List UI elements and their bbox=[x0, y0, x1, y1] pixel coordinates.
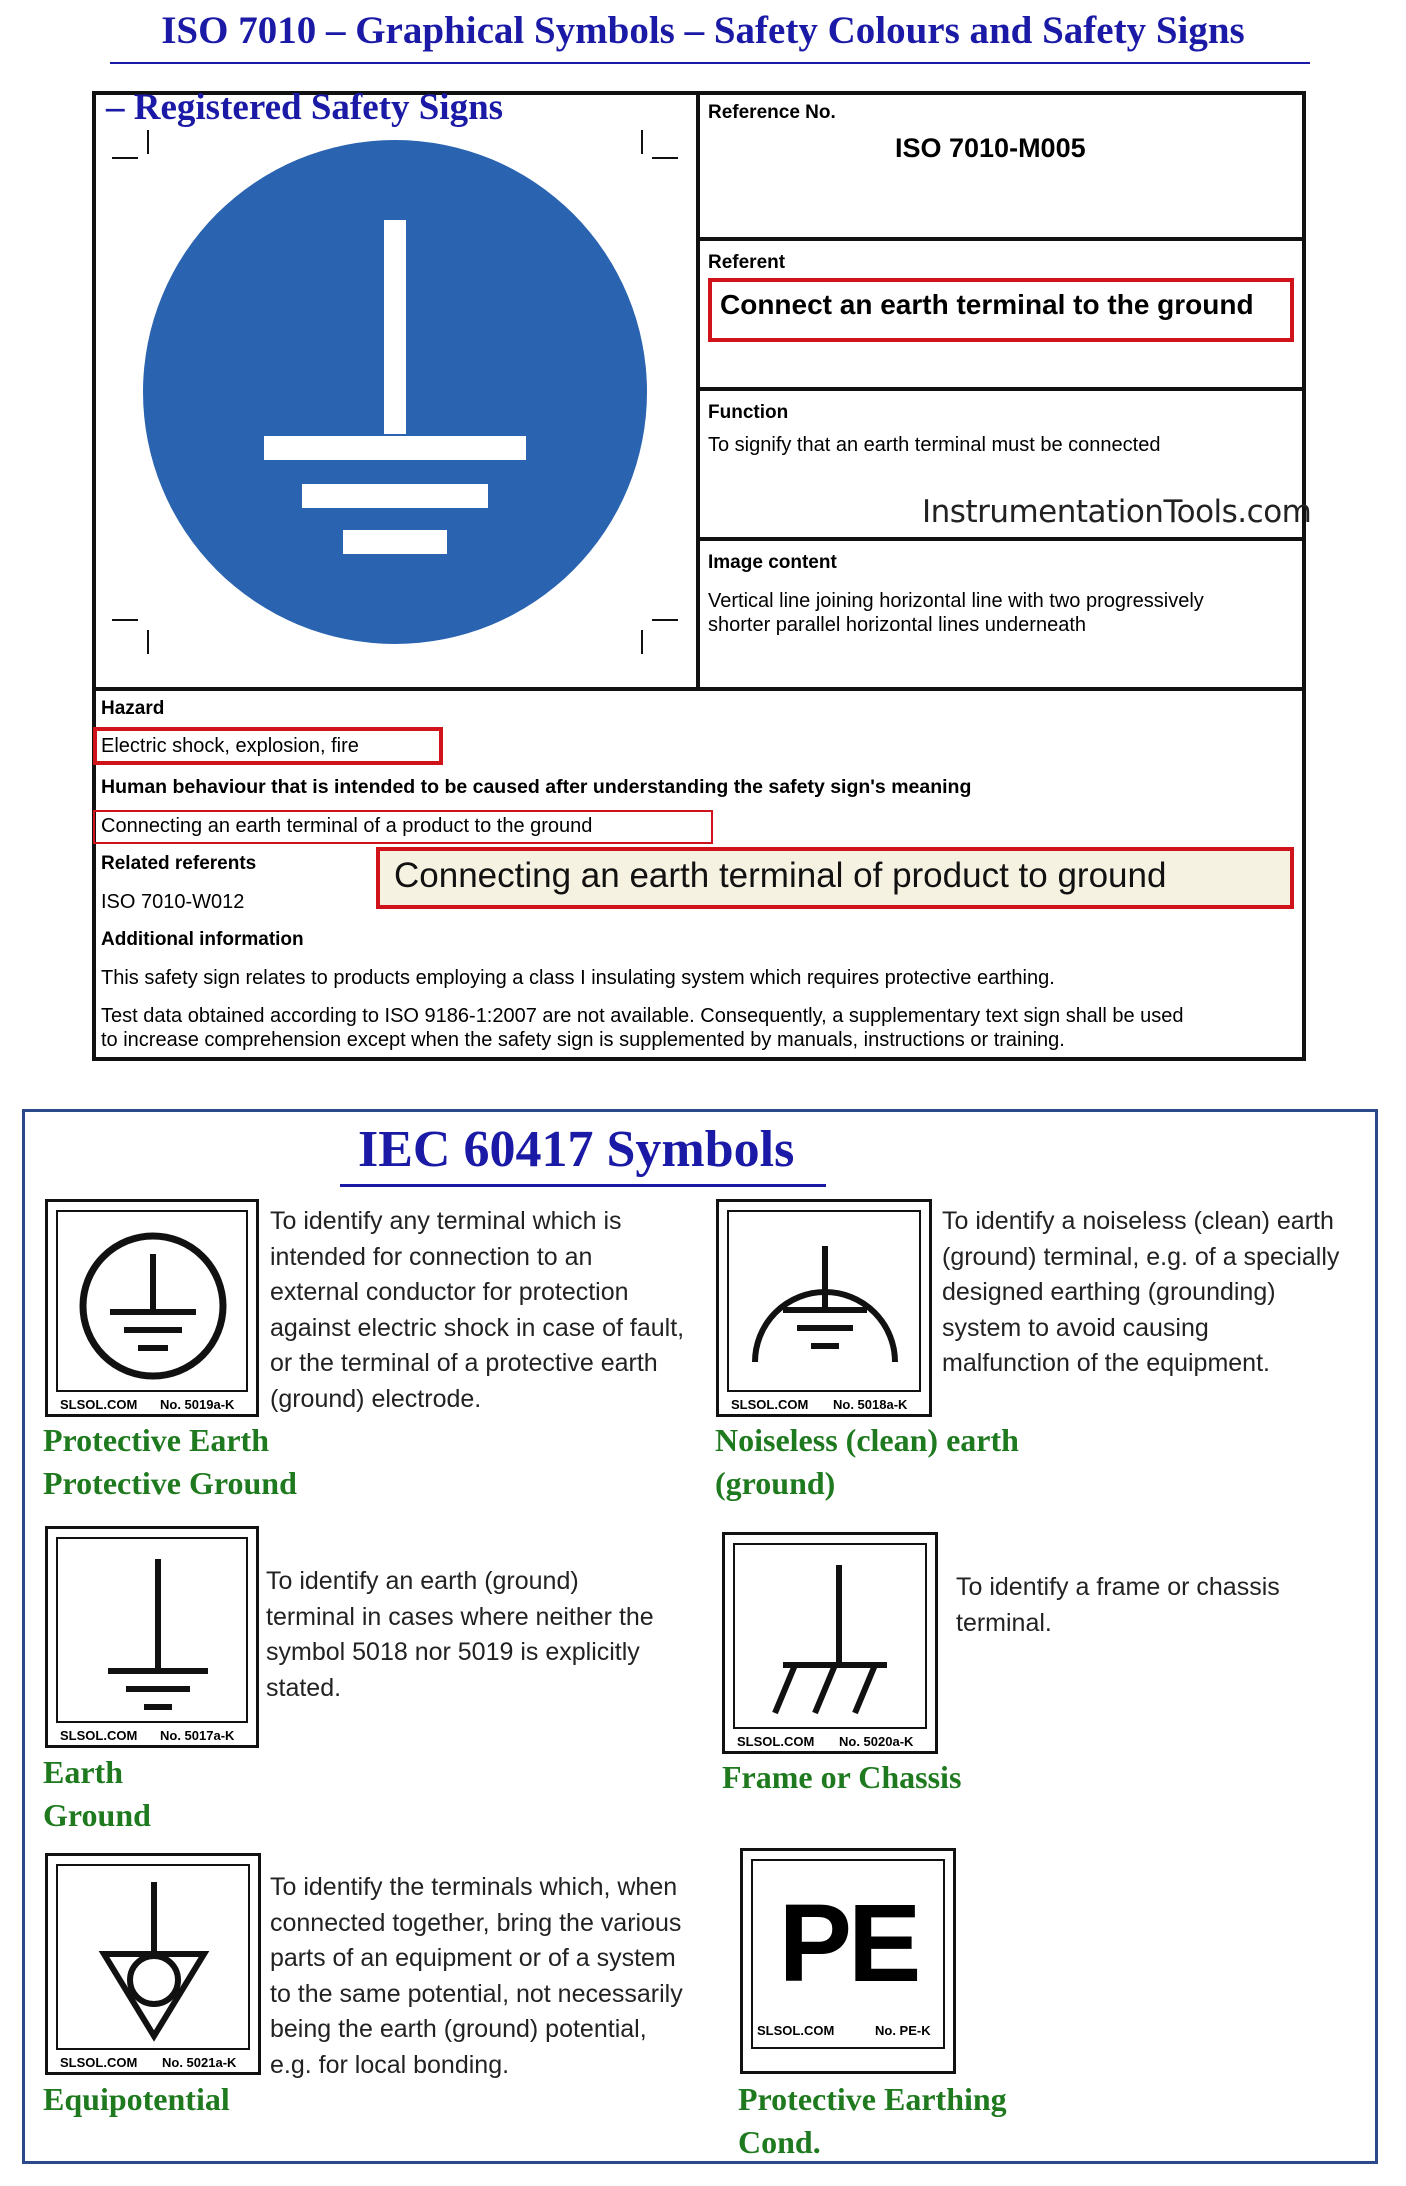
row-divider bbox=[696, 237, 1306, 241]
symbol-site: SLSOL.COM bbox=[60, 1397, 138, 1412]
symbol-name-5017: Earth Ground bbox=[43, 1754, 151, 1833]
symbol-card-5021 bbox=[45, 1853, 261, 2075]
iec-title: IEC 60417 Symbols bbox=[358, 1121, 795, 1178]
symbol-name-5021: Equipotential bbox=[43, 2081, 230, 2117]
symbol-site: SLSOL.COM bbox=[737, 1734, 815, 1749]
title-underline bbox=[110, 62, 1310, 64]
symbol-description-5020: To identify a frame or chassis terminal. bbox=[956, 1573, 1280, 1637]
referent-label: Referent bbox=[708, 252, 786, 273]
symbol-description-5019: To identify any terminal which is intended for connection to an external conductor for protection against electric shock in case of fault, or the terminal of a protective earth (ground) electrode. bbox=[270, 1207, 685, 1413]
related-label: Related referents bbox=[101, 853, 257, 874]
function-label: Function bbox=[708, 402, 789, 423]
function-value: To signify that an earth terminal must be connected bbox=[708, 434, 1161, 456]
frame-chassis-icon bbox=[735, 1545, 927, 1727]
row-divider bbox=[696, 387, 1306, 391]
symbol-number: No. PE-K bbox=[875, 2023, 931, 2038]
row-divider bbox=[696, 537, 1306, 541]
symbol-description-5018: To identify a noiseless (clean) earth (ground) terminal, e.g. of a specially designed earthing (grounding) system to avoid causing malfunction of the equipment. bbox=[942, 1207, 1340, 1377]
image-content-label: Image content bbox=[708, 552, 837, 573]
equipotential-icon bbox=[58, 1866, 250, 2048]
additional-line-2: Test data obtained according to ISO 9186-1:2007 are not available. Consequently, a supplementary text sign shall be used bbox=[101, 1005, 1184, 1027]
watermark-text: InstrumentationTools.com bbox=[922, 494, 1312, 530]
symbol-site: SLSOL.COM bbox=[60, 2055, 138, 2070]
symbol-description-5021: To identify the terminals which, when connected together, bring the various parts of an equipment or of a system to the same potential, not necessarily being the earth (ground) potential, e.g. for local bonding. bbox=[270, 1873, 683, 2079]
image-content-line-1: Vertical line joining horizontal line with two progressively bbox=[708, 590, 1204, 612]
symbol-card-5020 bbox=[722, 1532, 938, 1754]
safety-sign-graphic bbox=[100, 120, 690, 660]
section-subtitle: – Registered Safety Signs bbox=[106, 87, 504, 128]
symbol-number: No. 5017a-K bbox=[160, 1728, 235, 1743]
symbol-card-pe bbox=[740, 1848, 956, 2074]
hazard-value: Electric shock, explosion, fire bbox=[101, 735, 359, 757]
additional-line-3: to increase comprehension except when the safety sign is supplemented by manuals, instructions or training. bbox=[101, 1029, 1065, 1051]
symbol-name-5020: Frame or Chassis bbox=[722, 1759, 962, 1795]
symbol-site: SLSOL.COM bbox=[731, 1397, 809, 1412]
symbol-card-5019 bbox=[45, 1199, 259, 1417]
behaviour-label: Human behaviour that is intended to be caused after understanding the safety sign's meaning bbox=[101, 776, 972, 798]
symbol-card-5018 bbox=[716, 1199, 932, 1417]
symbol-name-pe: Protective Earthing Cond. bbox=[738, 2081, 1007, 2160]
symbol-card-5017 bbox=[45, 1526, 259, 1748]
symbol-site: SLSOL.COM bbox=[60, 1728, 138, 1743]
protective-earth-icon bbox=[58, 1212, 248, 1390]
symbol-description-5017: To identify an earth (ground) terminal in cases where neither the symbol 5018 nor 5019 is explicitly stated. bbox=[266, 1567, 654, 1702]
symbol-number: No. 5019a-K bbox=[160, 1397, 235, 1412]
iec-title-underline bbox=[340, 1184, 826, 1187]
symbol-number: No. 5018a-K bbox=[833, 1397, 908, 1412]
behaviour-value: Connecting an earth terminal of a product to the ground bbox=[101, 815, 593, 837]
hazard-label: Hazard bbox=[101, 698, 165, 719]
additional-line-1: This safety sign relates to products employing a class I insulating system which requires protective earthing. bbox=[101, 967, 1055, 989]
image-content-line-2: shorter parallel horizontal lines underneath bbox=[708, 614, 1087, 636]
behaviour-callout-text: Connecting an earth terminal of product to ground bbox=[394, 856, 1167, 895]
symbol-number: No. 5020a-K bbox=[839, 1734, 914, 1749]
symbol-name-5019: Protective Earth Protective Ground bbox=[43, 1422, 297, 1501]
noiseless-earth-icon bbox=[729, 1212, 921, 1390]
additional-label: Additional information bbox=[101, 929, 304, 950]
reference-label: Reference No. bbox=[708, 102, 836, 123]
referent-value: Connect an earth terminal to the ground bbox=[720, 289, 1254, 320]
page-title: ISO 7010 – Graphical Symbols – Safety Colours and Safety Signs bbox=[161, 9, 1245, 52]
related-value: ISO 7010-W012 bbox=[101, 891, 245, 913]
symbol-number: No. 5021a-K bbox=[162, 2055, 237, 2070]
reference-value: ISO 7010-M005 bbox=[895, 133, 1086, 163]
row-divider bbox=[92, 687, 1306, 691]
symbol-name-5018: Noiseless (clean) earth (ground) bbox=[715, 1422, 1019, 1501]
symbol-site: SLSOL.COM bbox=[757, 2023, 835, 2038]
pe-icon: PE bbox=[778, 1882, 918, 2005]
earth-icon bbox=[58, 1539, 248, 1721]
